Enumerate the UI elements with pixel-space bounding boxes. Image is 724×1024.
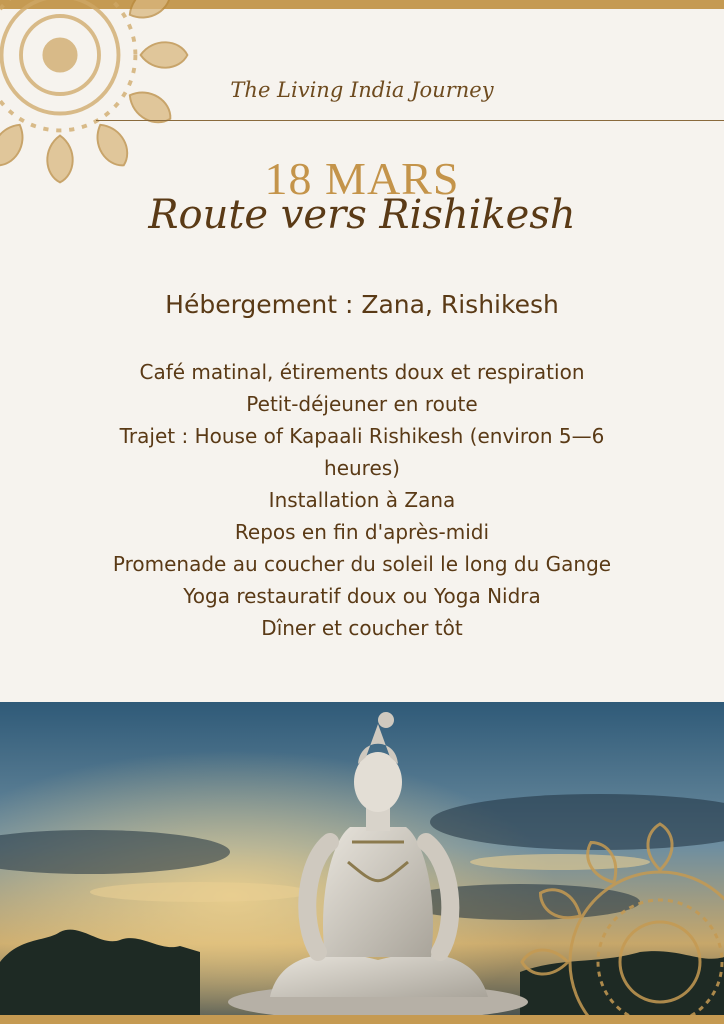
day-title: Route vers Rishikesh <box>148 192 576 238</box>
activity-item: Repos en fin d'après-midi <box>234 520 490 544</box>
activity-item: Café matinal, étirements doux et respiration <box>139 360 585 384</box>
shiva-statue-photo <box>0 702 724 1024</box>
activity-item: Petit-déjeuner en route <box>246 392 478 416</box>
brand-title: The Living India Journey <box>230 78 494 102</box>
lodging-line: Hébergement : Zana, Rishikesh <box>165 290 559 319</box>
day-date: 18 MARS <box>264 153 460 204</box>
activity-list <box>80 356 644 644</box>
header-divider <box>96 120 724 121</box>
bottom-border <box>0 1015 724 1024</box>
activity-item: Installation à Zana <box>268 488 456 512</box>
activity-item: Promenade au coucher du soleil le long du Gange <box>112 552 612 576</box>
activity-item: Yoga restauratif doux ou Yoga Nidra <box>183 584 541 608</box>
activity-item: Trajet : House of Kapaali Rishikesh (environ 5—6 heures) <box>119 424 605 480</box>
activity-item: Dîner et coucher tôt <box>261 616 463 640</box>
